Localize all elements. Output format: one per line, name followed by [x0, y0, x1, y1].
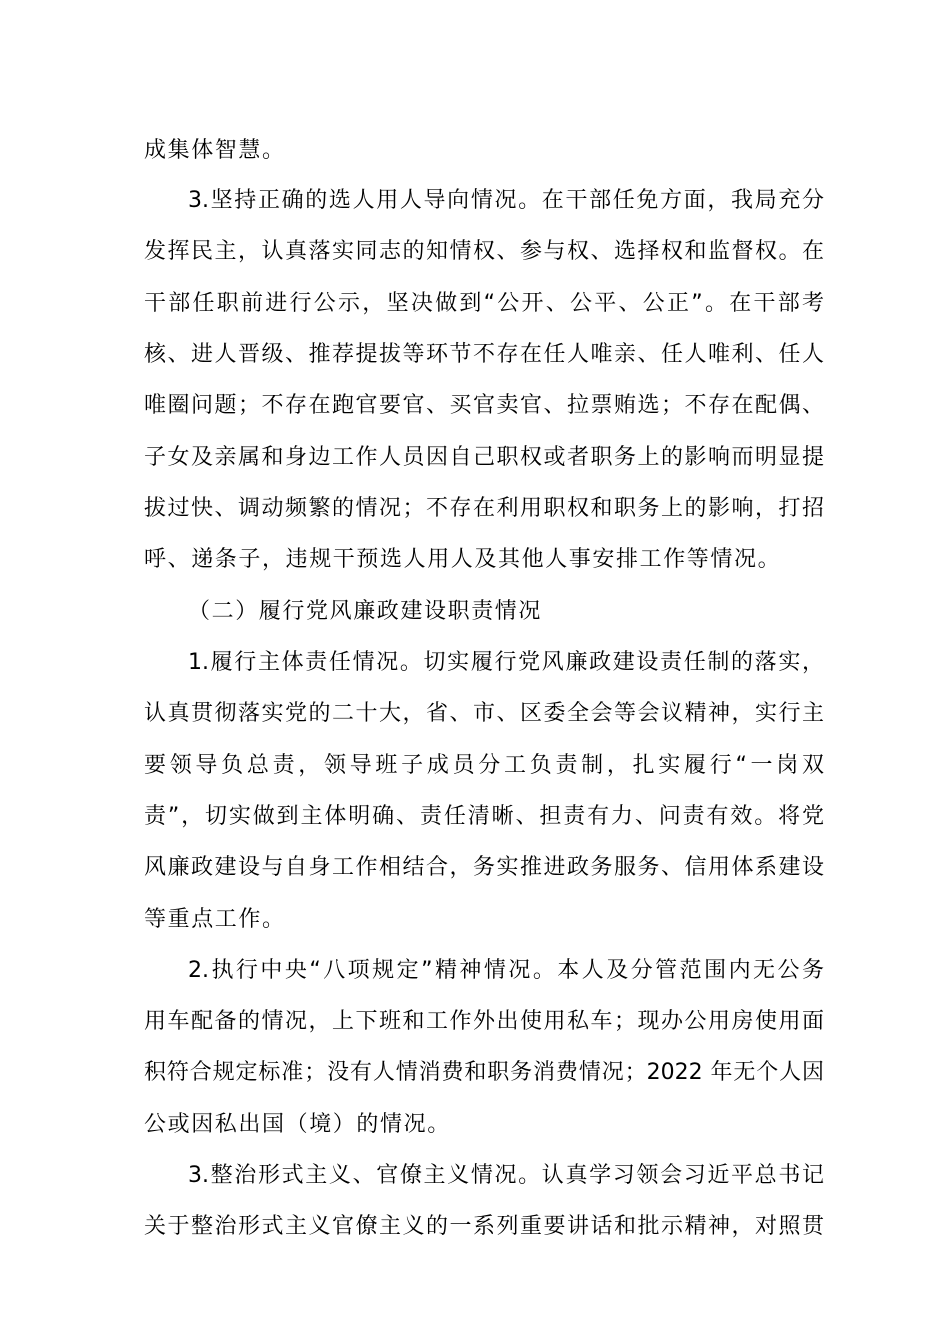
text-line: 认真贯彻落实党的二十大，省、市、区委全会等会议精神，实行主	[144, 701, 824, 726]
text-line: 核、进人晋级、推荐提拔等环节不存在任人唯亲、任人唯利、任人	[144, 342, 824, 367]
text-line: 子女及亲属和身边工作人员因自己职权或者职务上的影响而明显提	[144, 445, 824, 470]
text-line: 发挥民主，认真落实同志的知情权、参与权、选择权和监督权。在	[144, 239, 824, 264]
paragraph-first-line: 3.坚持正确的选人用人导向情况。在干部任免方面，我局充分	[188, 188, 824, 213]
text-line: 呼、递条子，违规干预选人用人及其他人事安排工作等情况。	[144, 547, 782, 572]
text-line: 公或因私出国（境）的情况。	[144, 1112, 451, 1137]
text-line: 唯圈问题；不存在跑官要官、买官卖官、拉票贿选；不存在配偶、	[144, 393, 824, 418]
text-line: 拔过快、调动频繁的情况；不存在利用职权和职务上的影响，打招	[144, 496, 824, 521]
text-line: 干部任职前进行公示，坚决做到“公开、公平、公正”。在干部考	[144, 291, 824, 316]
text-line: 关于整治形式主义官僚主义的一系列重要讲话和批示精神，对照贯	[144, 1214, 824, 1239]
text-line: 用车配备的情况，上下班和工作外出使用私车；现办公用房使用面	[144, 1009, 824, 1034]
text-line: 风廉政建设与自身工作相结合，务实推进政务服务、信用体系建设	[144, 855, 824, 880]
paragraph-first-line: 1.履行主体责任情况。切实履行党风廉政建设责任制的落实，	[188, 650, 824, 675]
text-line: 责”，切实做到主体明确、责任清晰、担责有力、问责有效。将党	[144, 804, 824, 829]
section-heading: （二）履行党风廉政建设职责情况	[188, 599, 543, 624]
text-line: 等重点工作。	[144, 907, 286, 932]
text-line: 要领导负总责，领导班子成员分工负责制，扎实履行“一岗双	[144, 753, 824, 778]
text-line: 成集体智慧。	[144, 138, 286, 163]
paragraph-first-line: 2.执行中央“八项规定”精神情况。本人及分管范围内无公务	[188, 958, 824, 983]
text-line: 积符合规定标准；没有人情消费和职务消费情况；2022 年无个人因	[144, 1060, 824, 1085]
paragraph-first-line: 3.整治形式主义、官僚主义情况。认真学习领会习近平总书记	[188, 1163, 824, 1188]
